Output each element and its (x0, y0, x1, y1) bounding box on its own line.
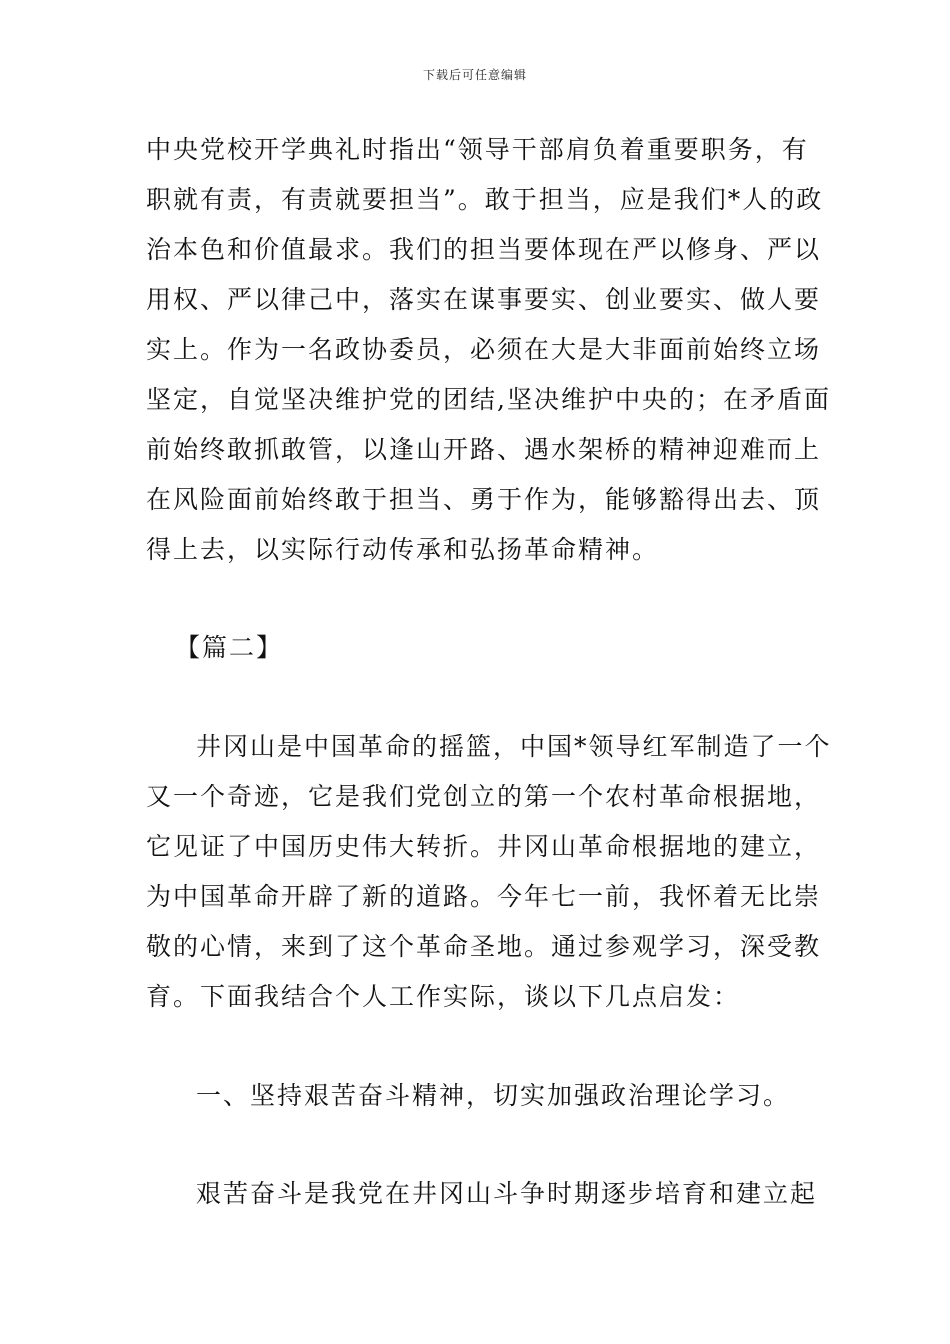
section-heading: 一、坚持艰苦奋斗精神，切实加强政治理论学习。 (196, 1081, 791, 1110)
section-title: 【篇二】 (175, 633, 284, 662)
paragraph-line: 艰苦奋斗是我党在井冈山斗争时期逐步培育和建立起 (196, 1179, 818, 1208)
page-header: 下载后可任意编辑 (422, 68, 527, 82)
paragraph-line: 坚定，自觉坚决维护党的团结,坚决维护中央的；在矛盾面 (146, 385, 831, 414)
paragraph-line: 前始终敢抓敢管，以逢山开路、遇水架桥的精神迎难而上 (146, 435, 822, 464)
paragraph-line: 井冈山是中国革命的摇篮，中国*领导红军制造了一个 (196, 732, 832, 761)
paragraph-line: 实上。作为一名政协委员，必须在大是大非面前始终立场 (146, 335, 822, 364)
paragraph-line: 中央党校开学典礼时指出“领导干部肩负着重要职务，有 (146, 135, 809, 164)
paragraph-line: 得上去，以实际行动传承和弘扬革命精神。 (146, 535, 660, 564)
paragraph-line: 为中国革命开辟了新的道路。今年七一前，我怀着无比崇 (146, 882, 822, 911)
paragraph-line: 用权、严以律己中，落实在谋事要实、创业要实、做人要 (146, 285, 822, 314)
paragraph-line: 育。下面我结合个人工作实际，谈以下几点启发： (146, 982, 741, 1011)
paragraph-line: 敬的心情，来到了这个革命圣地。通过参观学习，深受教 (146, 932, 822, 961)
paragraph-line: 治本色和价值最求。我们的担当要体现在严以修身、严以 (146, 235, 822, 264)
paragraph-line: 它见证了中国历史伟大转折。井冈山革命根据地的建立， (146, 832, 822, 861)
paragraph-line: 又一个奇迹，它是我们党创立的第一个农村革命根据地， (146, 782, 822, 811)
paragraph-line: 职就有责，有责就要担当”。敢于担当，应是我们*人的政 (146, 185, 824, 214)
paragraph-line: 在风险面前始终敢于担当、勇于作为，能够豁得出去、顶 (146, 485, 822, 514)
